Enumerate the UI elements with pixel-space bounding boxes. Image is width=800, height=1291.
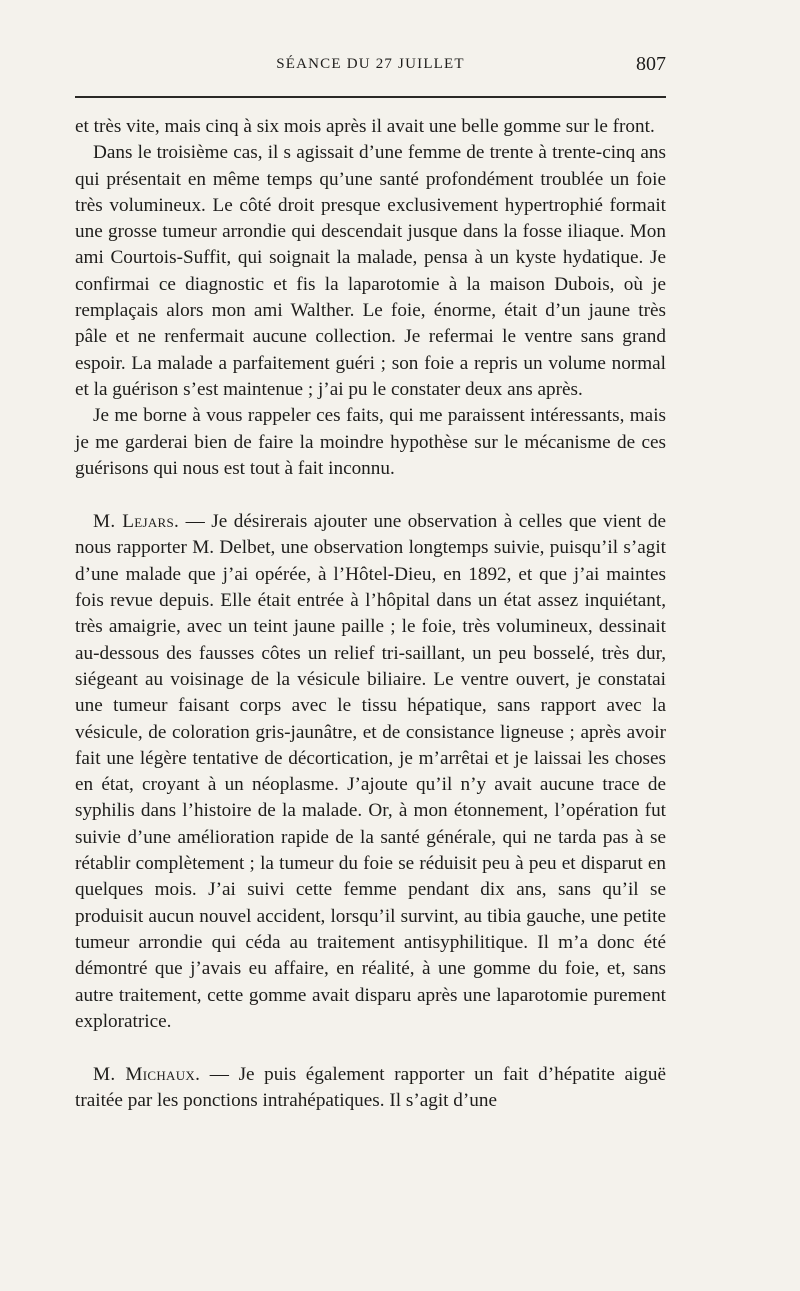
speaker-lejars: M. Lejars.: [93, 511, 180, 533]
body-text: [75, 114, 666, 1115]
running-title: SÉANCE DU 27 JUILLET: [276, 56, 465, 72]
page-number: 807: [636, 53, 666, 75]
page-header: [75, 53, 666, 86]
speaker-michaux: M. Michaux.: [93, 1064, 201, 1086]
paragraph-michaux: [75, 1062, 666, 1115]
michaux-text: — Je puis également rapporter un fait d’hépatite aiguë traitée par les ponctions intrahépatiques. Il s’agit d’une: [75, 1064, 666, 1112]
paragraph-third-case: Dans le troisième cas, il s agissait d’une femme de trente à trente-cinq ans qui présentait en même temps qu’une santé profondément troublée un foie très volumineux. Le côté droit presque exclusivement hypertrophié formait une grosse tumeur arrondie qui descendait jusque dans la fosse iliaque. Mon ami Courtois-Suffit, qui soignait la malade, pensa à un kyste hydatique. Je confirmai ce diagnostic et fis la laparotomie à la maison Dubois, où je remplaçais alors mon ami Walther. Le foie, énorme, était d’un jaune très pâle et ne renfermait aucune collection. Je refermai le ventre sans grand espoir. La malade a parfaitement guéri ; son foie a repris un volume normal et la guérison s’est maintenue ; j’ai pu le constater deux ans après.: [75, 142, 666, 400]
header-rule: [75, 96, 666, 98]
paragraph-conclusion: Je me borne à vous rappeler ces faits, qui me paraissent intéressants, mais je me garderai bien de faire la moindre hypothèse sur le mécanisme de ces guérisons qui nous est tout à fait inconnu.: [75, 405, 666, 479]
paragraph-lejars: [75, 509, 666, 1035]
paragraph-continuation: et très vite, mais cinq à six mois après il avait une belle gomme sur le front.: [75, 116, 655, 137]
lejars-text: — Je désirerais ajouter une observation à celles que vient de nous rapporter M. Delbet, une observation longtemps suivie, puisqu’il s’agit d’une malade que j’ai opérée, à l’Hôtel-Dieu, en 1892, et que j’ai maintes fois revue depuis. Elle était entrée à l’hôpital dans un état assez inquiétant, très amaigrie, avec un teint jaune paille ; le foie, très volumineux, dessinait au-dessous des fausses côtes un relief tri-saillant, un peu bosselé, très dur, siégeant au voisinage de la vésicule biliaire. Le ventre ouvert, je constatai une tumeur faisant corps avec le tissu hépatique, sans rapport avec la vésicule, de coloration gris-jaunâtre, et de consistance ligneuse ; après avoir fait une légère tentative de décortication, je m’arrêtai et je laissai les choses en état, croyant à un néoplasme. J’ajoute qu’il n’y avait aucune trace de syphilis dans l’histoire de la malade. Or, à mon étonnement, l’opération fut suivie d’une amélioration rapide de la santé générale, qui ne tarda pas à se rétablir complètement ; la tumeur du foie se réduisit peu à peu et disparut en quelques mois. J’ai suivi cette femme pendant dix ans, sans qu’il se produisit aucun nouvel accident, lorsqu’il survint, au tibia gauche, une petite tumeur arrondie qui céda au traitement antisyphilitique. Il m’a donc été démontré que j’avais eu affaire, en réalité, à une gomme du foie, et, sans autre traitement, cette gomme avait disparu après une laparotomie purement exploratrice.: [75, 511, 666, 1032]
